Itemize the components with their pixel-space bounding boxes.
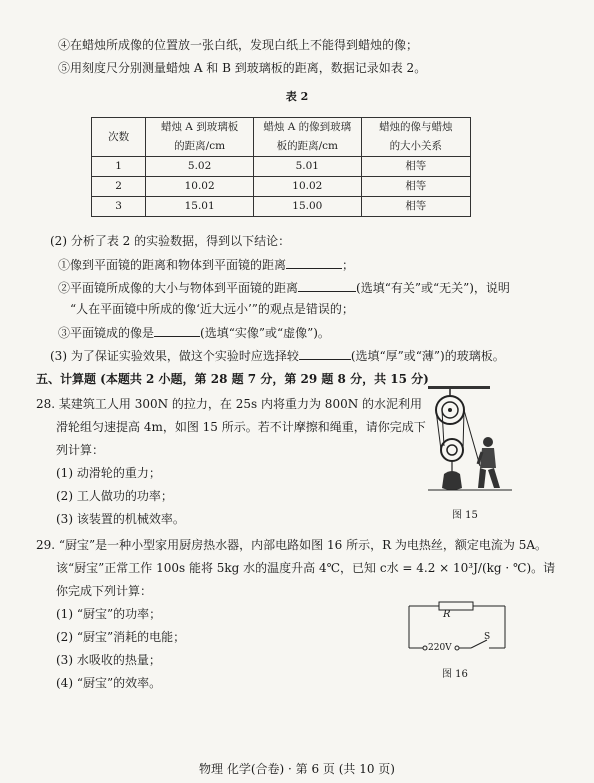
table-cell: 15.00 <box>253 197 361 217</box>
table-title: 表 2 <box>285 90 309 103</box>
p28-sub-1: (1) 动滑轮的重力； <box>56 466 161 480</box>
pulley-figure <box>428 384 528 500</box>
conclusion-1: ①像到平面镜的距离和物体到平面镜的距离 ； <box>58 258 355 272</box>
p29-line-2: 该“厨宝”正常工作 100s 能将 5kg 水的温度升高 4℃，已知 c水 = 4.2 × 10³J/(kg · ℃)。请 <box>56 561 556 575</box>
header-size-relation: 蜡烛的像与蜡烛 的大小关系 <box>361 118 470 157</box>
p29-sub-2: (2) “厨宝”消耗的电能； <box>56 630 186 644</box>
p28-line-2: 滑轮组匀速提高 4m，如图 15 所示。若不计摩擦和绳重，请你完成下 <box>56 420 426 434</box>
table-row <box>92 197 471 217</box>
moving-pulley-outer <box>441 439 463 461</box>
table-row <box>92 157 471 177</box>
p28-line-3: 列计算： <box>56 443 105 457</box>
p28-sub-2: (2) 工人做功的功率； <box>56 489 173 503</box>
switch-label: S <box>484 632 491 642</box>
p29-sub-1: (1) “厨宝”的功率； <box>56 607 162 621</box>
answer-blank[interactable] <box>299 347 351 360</box>
conclusion-3: ③平面镜成的像是 (选填“实像”或“虚像”)。 <box>58 326 330 340</box>
table-cell: 5.02 <box>146 157 254 177</box>
worker-leg <box>478 468 486 488</box>
p29-sub-4: (4) “厨宝”的效率。 <box>56 676 162 690</box>
moving-pulley-inner <box>447 445 457 455</box>
worker-leg <box>488 468 500 488</box>
section-5-heading: 五、计算题 (本题共 2 小题，第 28 题 7 分，第 29 题 8 分，共 15 分) <box>36 372 429 386</box>
table-cell: 1 <box>92 157 146 177</box>
ceiling-beam <box>428 386 490 389</box>
step-4: ④在蜡烛所成像的位置放一张白纸，发现白纸上不能得到蜡烛的像； <box>58 38 419 52</box>
conclusion-2: ②平面镜所成像的大小与物体到平面镜的距离 (选填“有关”或“无关”)，说明 <box>58 281 510 295</box>
step-5: ⑤用刻度尺分别测量蜡烛 A 和 B 到玻璃板的距离，数据记录如表 2。 <box>58 61 427 75</box>
circuit-figure <box>405 598 509 658</box>
table-cell: 2 <box>92 177 146 197</box>
worker-body <box>480 448 496 468</box>
terminal <box>423 646 427 650</box>
figure-16-caption: 图 16 <box>442 669 468 680</box>
p29-sub-3: (3) 水吸收的热量； <box>56 653 161 667</box>
q2-intro: (2) 分析了表 2 的实验数据，得到以下结论： <box>50 234 291 248</box>
header-distance-a: 蜡烛 A 到玻璃板 的距离/cm <box>146 118 254 157</box>
terminal <box>455 646 459 650</box>
q3: (3) 为了保证实验效果，做这个实验时应选择较 (选填“厚”或“薄”)的玻璃板。 <box>50 349 505 363</box>
table-row <box>92 177 471 197</box>
table-cell: 相等 <box>361 197 470 217</box>
table-cell: 3 <box>92 197 146 217</box>
data-table <box>91 117 471 217</box>
answer-blank[interactable] <box>298 279 356 292</box>
table-cell: 相等 <box>361 157 470 177</box>
voltage-label: 220V <box>428 643 452 653</box>
figure-15-caption: 图 15 <box>452 510 478 521</box>
cement-bag <box>442 471 462 490</box>
table-cell: 15.01 <box>146 197 254 217</box>
p28-line-1: 28. 某建筑工人用 300N 的拉力，在 25s 内将重力为 800N 的水泥利用 <box>36 397 423 411</box>
rope <box>436 410 441 450</box>
header-image-distance: 蜡烛 A 的像到玻璃 板的距离/cm <box>253 118 361 157</box>
resistor-label: R <box>443 609 451 620</box>
p28-sub-3: (3) 该装置的机械效率。 <box>56 512 185 526</box>
p29-line-1: 29. “厨宝”是一种小型家用厨房热水器，内部电路如图 16 所示，R 为电热丝，额定电流为 5A。 <box>36 538 548 552</box>
table-cell: 10.02 <box>146 177 254 197</box>
p29-line-3: 你完成下列计算： <box>56 584 153 598</box>
table-cell: 5.01 <box>253 157 361 177</box>
answer-blank[interactable] <box>154 324 200 337</box>
table-cell: 相等 <box>361 177 470 197</box>
answer-blank[interactable] <box>286 256 342 269</box>
pulley-axle <box>448 408 452 412</box>
table-cell: 10.02 <box>253 177 361 197</box>
rope <box>464 410 480 466</box>
conclusion-2-cont: “人在平面镜中所成的像‘近大远小’”的观点是错误的； <box>70 302 354 316</box>
worker-head <box>483 437 493 447</box>
table-header-row <box>92 118 471 157</box>
page-footer: 物理 化学(合卷) · 第 6 页 (共 10 页) <box>199 762 395 776</box>
header-trials: 次数 <box>92 118 146 157</box>
